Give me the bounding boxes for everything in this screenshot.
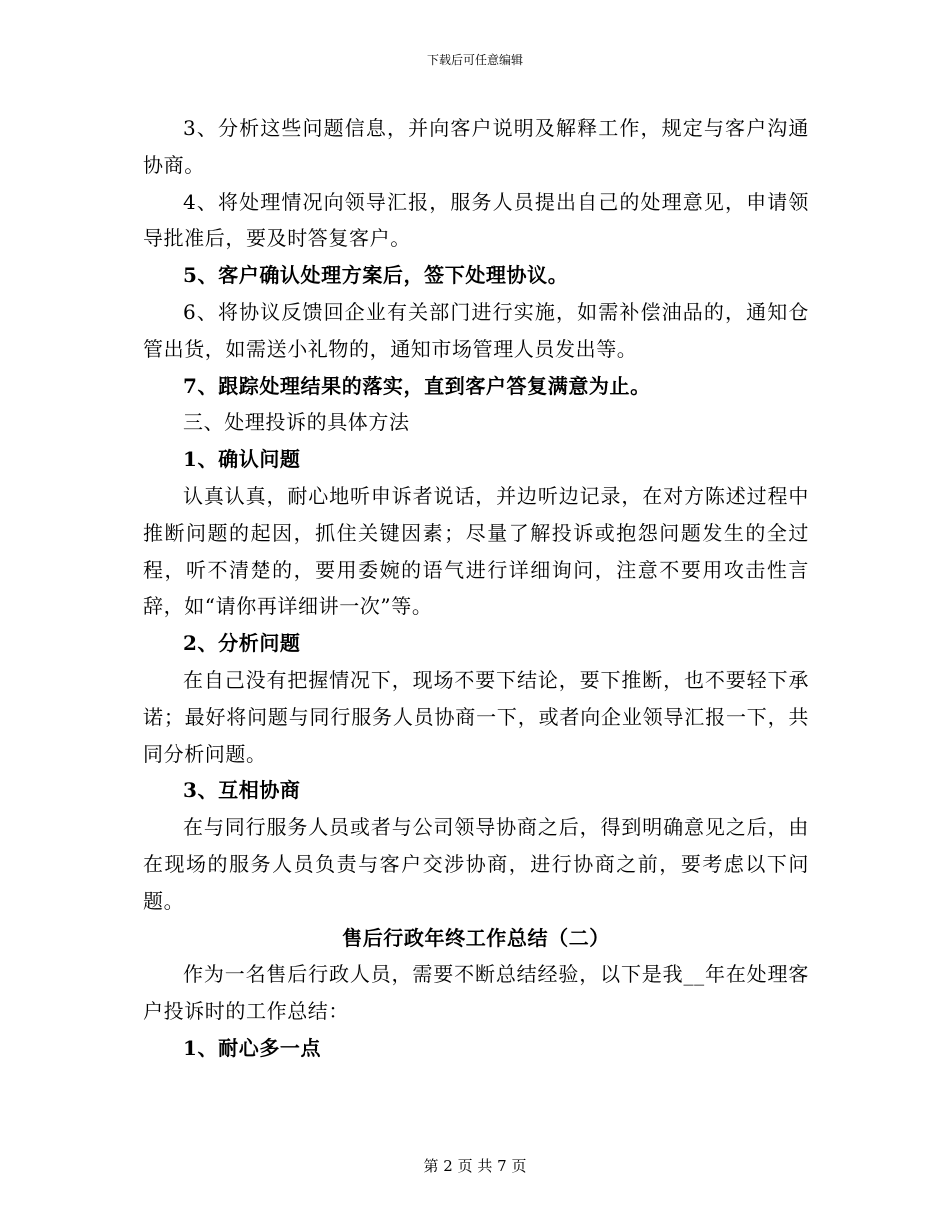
paragraph-step-3: 3、分析这些问题信息，并向客户说明及解释工作，规定与客户沟通协商。: [143, 116, 809, 177]
page-footer: 第 2 页 共 7 页: [423, 1157, 527, 1175]
paragraph-summary-intro: 作为一名售后行政人员，需要不断总结经验，以下是我__年在处理客户投诉时的工作总结：: [143, 962, 809, 1024]
paragraph-step-4: 4、将处理情况向领导汇报，服务人员提出自己的处理意见，申请领导批准后，要及时答复客户。: [143, 189, 809, 251]
page-header: 下载后可任意编辑: [426, 53, 523, 67]
subheading-mutual-negotiation: 3、互相协商: [183, 778, 301, 803]
section-title-summary-2: 售后行政年终工作总结（二）: [342, 925, 610, 950]
paragraph-step-7: 7、跟踪处理结果的落实，直到客户答复满意为止。: [183, 373, 651, 398]
paragraph-confirm-problem: 认真认真，耐心地听申诉者说话，并边听边记录，在对方陈述过程中推断问题的起因，抓住关键因素；尽量了解投诉或抱怨问题发生的全过程，听不清楚的，要用委婉的语气进行详细询问，注意不要用攻击性言辞，如“请你再详细讲一次”等。: [143, 483, 809, 619]
document-body: [143, 110, 809, 1067]
subheading-analyze-problem: 2、分析问题: [183, 631, 301, 656]
paragraph-step-5: 5、客户确认处理方案后，签下处理协议。: [183, 263, 569, 288]
subheading-more-patience: 1、耐心多一点: [183, 1035, 322, 1060]
section-heading-methods: 三、处理投诉的具体方法: [183, 410, 410, 435]
paragraph-mutual-negotiation: 在与同行服务人员或者与公司领导协商之后，得到明确意见之后，由在现场的服务人员负责与客户交涉协商，进行协商之前，要考虑以下问题。: [143, 815, 809, 913]
subheading-confirm-problem: 1、确认问题: [183, 447, 301, 472]
paragraph-analyze-problem: 在自己没有把握情况下，现场不要下结论，要下推断，也不要轻下承诺；最好将问题与同行服务人员协商一下，或者向企业领导汇报一下，共同分析问题。: [143, 667, 809, 766]
paragraph-step-6: 6、将协议反馈回企业有关部门进行实施，如需补偿油品的，通知仓管出货，如需送小礼物的，通知市场管理人员发出等。: [143, 299, 809, 361]
